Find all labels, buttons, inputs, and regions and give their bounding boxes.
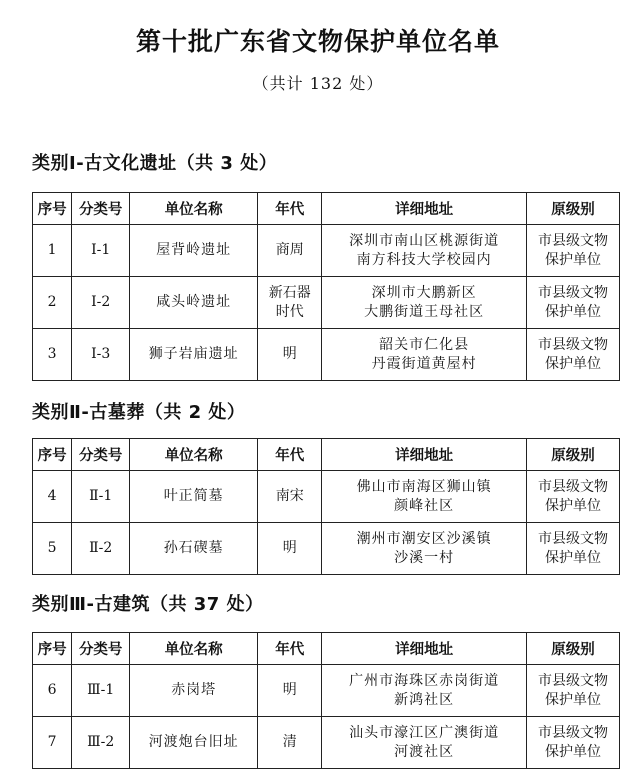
- address-cell: [322, 523, 527, 575]
- address-line: 佛山市南海区狮山镇: [356, 478, 492, 495]
- col-address-header: 详细地址: [322, 193, 527, 225]
- col-original-level-header: 原级别: [526, 439, 619, 471]
- address-cell: [322, 717, 527, 769]
- class-code-cell: Ⅲ-1: [72, 665, 130, 717]
- col-unit-name-header: 单位名称: [130, 193, 258, 225]
- level-line: 市县级文物: [537, 530, 608, 547]
- col-unit-name-header: 单位名称: [130, 633, 258, 665]
- original-level-cell: [526, 665, 619, 717]
- level-line: 市县级文物: [537, 336, 608, 353]
- col-address-header: 详细地址: [322, 439, 527, 471]
- table-row: [33, 277, 620, 329]
- section-heading: 类别Ⅱ-古墓葬（共 2 处）: [32, 402, 246, 423]
- table-header-row: [33, 193, 620, 225]
- original-level-cell: [526, 277, 619, 329]
- table-row: [33, 717, 620, 769]
- heritage-table: [32, 438, 620, 575]
- level-line: 保护单位: [544, 549, 601, 566]
- address-line: 汕头市濠江区广澳街道: [349, 724, 500, 741]
- era-cell: 明: [258, 665, 322, 717]
- col-serial-header: 序号: [33, 439, 72, 471]
- col-original-level-header: 原级别: [526, 193, 619, 225]
- address-cell: [322, 277, 527, 329]
- col-era-header: 年代: [258, 193, 322, 225]
- table-header-row: [33, 633, 620, 665]
- era-cell: 明: [258, 329, 322, 381]
- address-line: 新鸿社区: [394, 691, 455, 708]
- col-class-code-header: 分类号: [72, 439, 130, 471]
- address-line: 沙溪一村: [394, 549, 455, 566]
- class-code-cell: Ⅰ-3: [72, 329, 130, 381]
- unit-name-cell: 孙石碶墓: [130, 523, 258, 575]
- era-cell: 新石器时代: [258, 277, 322, 329]
- original-level-cell: [526, 717, 619, 769]
- class-code-cell: Ⅰ-1: [72, 225, 130, 277]
- level-line: 保护单位: [544, 355, 601, 372]
- serial-cell: 1: [33, 225, 72, 277]
- section-heading: 类别Ⅰ-古文化遗址（共 3 处）: [32, 153, 278, 174]
- level-line: 保护单位: [544, 251, 601, 268]
- address-line: 潮州市潮安区沙溪镇: [356, 530, 492, 547]
- level-line: 保护单位: [544, 691, 601, 708]
- address-line: 颜峰社区: [394, 497, 455, 514]
- original-level-cell: [526, 225, 619, 277]
- serial-cell: 2: [33, 277, 72, 329]
- unit-name-cell: 河渡炮台旧址: [130, 717, 258, 769]
- era-cell: 南宋: [258, 471, 322, 523]
- serial-cell: 4: [33, 471, 72, 523]
- level-line: 保护单位: [544, 303, 601, 320]
- serial-cell: 5: [33, 523, 72, 575]
- col-original-level-header: 原级别: [526, 633, 619, 665]
- class-code-cell: Ⅱ-1: [72, 471, 130, 523]
- address-cell: [322, 329, 527, 381]
- address-cell: [322, 665, 527, 717]
- level-line: 市县级文物: [537, 724, 608, 741]
- unit-name-cell: 屋背岭遗址: [130, 225, 258, 277]
- address-line: 南方科技大学校园内: [356, 251, 492, 268]
- col-serial-header: 序号: [33, 193, 72, 225]
- col-era-header: 年代: [258, 439, 322, 471]
- era-cell: 商周: [258, 225, 322, 277]
- unit-name-cell: 赤岗塔: [130, 665, 258, 717]
- table-row: [33, 471, 620, 523]
- era-cell: 清: [258, 717, 322, 769]
- heritage-table: [32, 192, 620, 381]
- serial-cell: 7: [33, 717, 72, 769]
- table-header-row: [33, 439, 620, 471]
- serial-cell: 3: [33, 329, 72, 381]
- address-line: 韶关市仁化县: [379, 336, 470, 353]
- class-code-cell: Ⅰ-2: [72, 277, 130, 329]
- unit-name-cell: 叶正简墓: [130, 471, 258, 523]
- table-row: [33, 665, 620, 717]
- table-row: [33, 329, 620, 381]
- page-subtitle: （共计 132 处）: [252, 74, 384, 93]
- level-line: 市县级文物: [537, 284, 608, 301]
- address-line: 大鹏街道王母社区: [364, 303, 485, 320]
- serial-cell: 6: [33, 665, 72, 717]
- level-line: 市县级文物: [537, 672, 608, 689]
- address-line: 广州市海珠区赤岗街道: [349, 672, 500, 689]
- unit-name-cell: 咸头岭遗址: [130, 277, 258, 329]
- col-unit-name-header: 单位名称: [130, 439, 258, 471]
- address-line: 丹霞街道黄屋村: [371, 355, 477, 372]
- original-level-cell: [526, 471, 619, 523]
- address-line: 深圳市大鹏新区: [371, 284, 477, 301]
- col-class-code-header: 分类号: [72, 633, 130, 665]
- page-title: 第十批广东省文物保护单位名单: [135, 27, 500, 56]
- level-line: 保护单位: [544, 743, 601, 760]
- era-cell: 明: [258, 523, 322, 575]
- col-address-header: 详细地址: [322, 633, 527, 665]
- col-serial-header: 序号: [33, 633, 72, 665]
- col-class-code-header: 分类号: [72, 193, 130, 225]
- class-code-cell: Ⅱ-2: [72, 523, 130, 575]
- level-line: 市县级文物: [537, 478, 608, 495]
- col-era-header: 年代: [258, 633, 322, 665]
- table-row: [33, 225, 620, 277]
- unit-name-cell: 狮子岩庙遗址: [130, 329, 258, 381]
- address-line: 河渡社区: [394, 743, 455, 760]
- level-line: 市县级文物: [537, 232, 608, 249]
- address-cell: [322, 471, 527, 523]
- section-heading: 类别Ⅲ-古建筑（共 37 处）: [32, 594, 264, 615]
- address-cell: [322, 225, 527, 277]
- level-line: 保护单位: [544, 497, 601, 514]
- table-row: [33, 523, 620, 575]
- original-level-cell: [526, 523, 619, 575]
- heritage-table: [32, 632, 620, 769]
- address-line: 深圳市南山区桃源街道: [349, 232, 500, 249]
- class-code-cell: Ⅲ-2: [72, 717, 130, 769]
- original-level-cell: [526, 329, 619, 381]
